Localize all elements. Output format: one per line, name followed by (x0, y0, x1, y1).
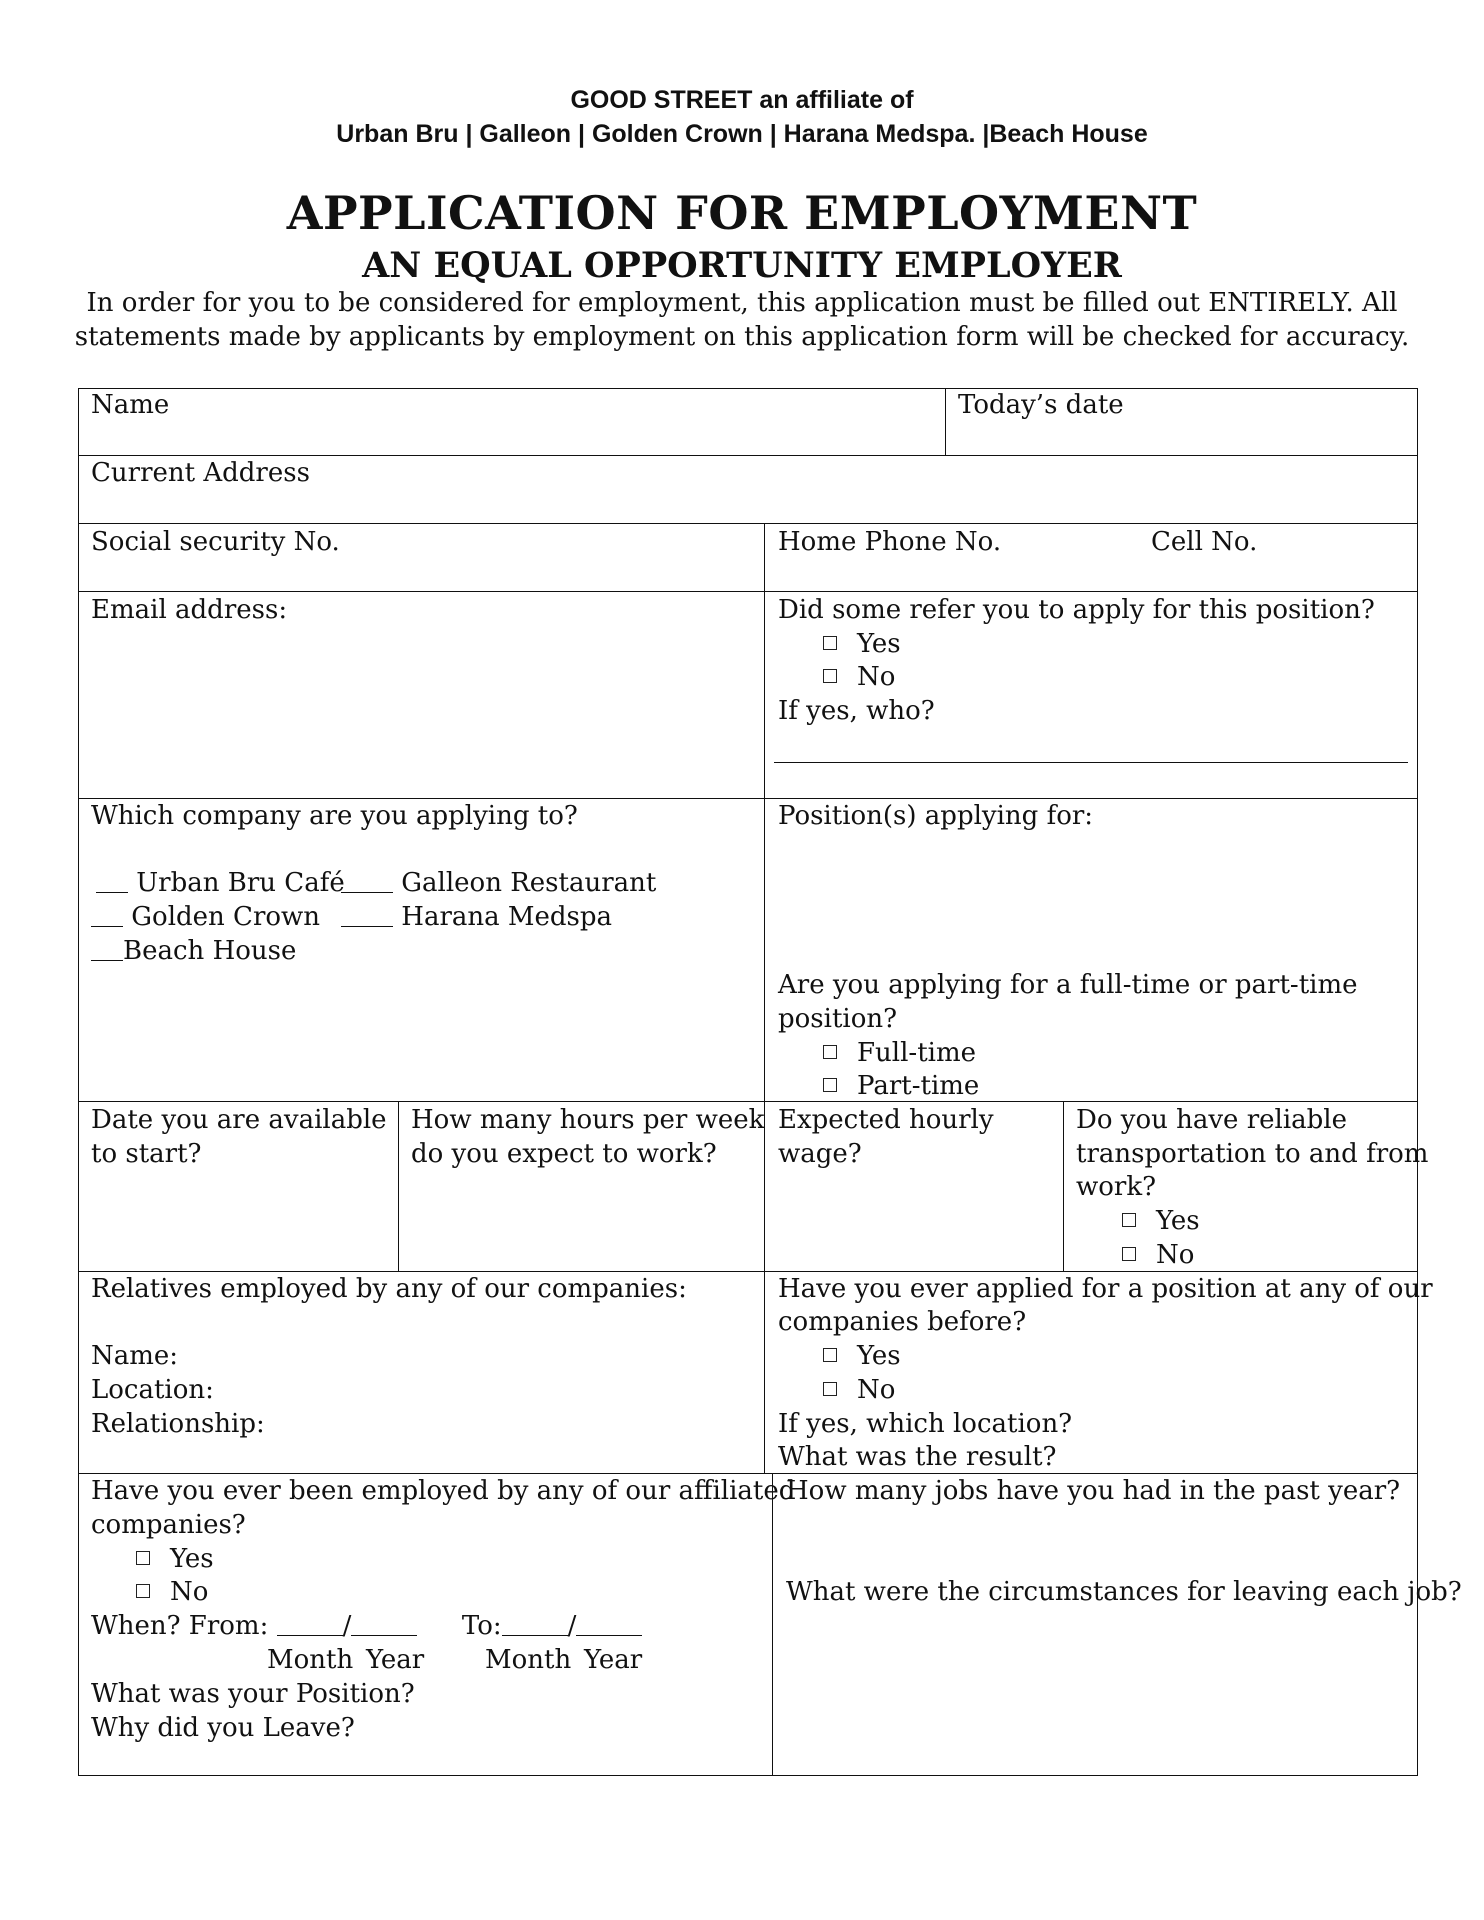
relatives-location-label: Location: (91, 1375, 214, 1405)
checkbox-icon[interactable] (823, 1382, 837, 1396)
todays-date-label: Today’s date (958, 390, 1124, 420)
referral-no-label: No (857, 662, 896, 692)
galleon-blank[interactable] (341, 870, 393, 893)
home-phone-label: Home Phone No. (778, 527, 1002, 557)
from-month-caption: Month (267, 1645, 354, 1675)
transport-label-2: transportation to and from (1076, 1139, 1429, 1169)
transport-no-label: No (1156, 1240, 1195, 1270)
employed-before-question-1: Have you ever been employed by any of our affiliated (91, 1476, 796, 1506)
from-month-blank[interactable] (277, 1613, 343, 1636)
column-divider (772, 1473, 773, 1776)
employed-before-no-option[interactable] (136, 1575, 208, 1609)
row-divider (78, 1101, 1418, 1102)
applied-which-location-label: If yes, which location? (778, 1409, 1073, 1439)
employed-before-no-label: No (170, 1577, 209, 1607)
wage-label-2: wage? (778, 1139, 862, 1169)
applied-before-question-2: companies before? (778, 1307, 1027, 1337)
checkbox-icon[interactable] (136, 1584, 150, 1598)
to-year-blank[interactable] (576, 1613, 642, 1636)
referral-no-option[interactable] (823, 660, 895, 694)
transport-yes-option[interactable] (1122, 1204, 1200, 1238)
employed-before-question-2: companies? (91, 1510, 246, 1540)
referral-question: Did some refer you to apply for this position? (778, 595, 1375, 625)
company-question: Which company are you applying to? (91, 801, 578, 831)
circumstances-label: What were the circumstances for leaving each job? (786, 1577, 1462, 1607)
to-month-caption: Month (485, 1645, 572, 1675)
brands-line: Urban Bru | Galleon | Golden Crown | Harana Medspa. |Beach House (336, 120, 1148, 148)
start-date-label-1: Date you are available (91, 1105, 387, 1135)
referral-answer-line[interactable] (774, 762, 1408, 763)
transport-yes-label: Yes (1156, 1206, 1200, 1236)
to-month-blank[interactable] (502, 1613, 568, 1636)
golden-crown-blank[interactable] (91, 904, 123, 927)
applied-result-label: What was the result? (778, 1442, 1057, 1472)
column-divider (1063, 1101, 1064, 1271)
affiliate-line: GOOD STREET an affiliate of (570, 86, 914, 114)
column-divider (398, 1101, 399, 1271)
checkbox-icon[interactable] (823, 669, 837, 683)
transport-label-1: Do you have reliable (1076, 1105, 1347, 1135)
golden-crown-label: Golden Crown (131, 902, 321, 932)
applied-before-yes-option[interactable] (823, 1339, 901, 1373)
row-divider (78, 591, 1418, 592)
page-title: APPLICATION FOR EMPLOYMENT (286, 186, 1198, 240)
position-label: Position(s) applying for: (778, 801, 1094, 831)
relatives-name-label: Name: (91, 1341, 179, 1371)
name-label: Name (91, 390, 170, 420)
checkbox-icon[interactable] (1122, 1213, 1136, 1227)
employed-before-yes-option[interactable] (136, 1542, 214, 1576)
cell-label: Cell No. (1151, 527, 1258, 557)
full-time-label: Full-time (857, 1038, 977, 1068)
column-divider (764, 523, 765, 1473)
beach-house-blank[interactable] (91, 938, 123, 961)
previous-position-label: What was your Position? (91, 1679, 415, 1709)
start-date-label-2: to start? (91, 1139, 202, 1169)
checkbox-icon[interactable] (823, 1348, 837, 1362)
relatives-label: Relatives employed by any of our companies: (91, 1274, 687, 1304)
email-label: Email address: (91, 595, 288, 625)
referral-if-yes-label: If yes, who? (778, 696, 935, 726)
transport-no-option[interactable] (1122, 1238, 1194, 1272)
checkbox-icon[interactable] (1122, 1247, 1136, 1261)
checkbox-icon[interactable] (823, 1078, 837, 1092)
hours-label-2: do you expect to work? (411, 1139, 717, 1169)
ssn-label: Social security No. (91, 527, 340, 557)
intro-text-line-1: In order for you to be considered for employment, this application must be filled out ENTIRELY. All (86, 288, 1398, 318)
applied-before-no-option[interactable] (823, 1373, 895, 1407)
part-time-option[interactable] (823, 1069, 979, 1103)
referral-yes-label: Yes (857, 629, 901, 659)
full-time-option[interactable] (823, 1036, 976, 1070)
from-year-blank[interactable] (351, 1613, 417, 1636)
intro-text-line-2: statements made by applicants by employment on this application form will be checked for accuracy. (74, 322, 1410, 352)
checkbox-icon[interactable] (823, 636, 837, 650)
fulltime-question-line-2: position? (778, 1004, 898, 1034)
employed-before-yes-label: Yes (170, 1544, 214, 1574)
to-year-caption: Year (584, 1645, 643, 1675)
from-year-caption: Year (366, 1645, 425, 1675)
company-option-beach-house[interactable] (91, 934, 296, 968)
why-leave-label: Why did you Leave? (91, 1713, 355, 1743)
urban-bru-label: Urban Bru Café (136, 868, 345, 898)
urban-bru-blank[interactable] (96, 870, 128, 893)
checkbox-icon[interactable] (823, 1045, 837, 1059)
referral-yes-option[interactable] (823, 627, 901, 661)
fulltime-question-line-1: Are you applying for a full-time or part-time (778, 970, 1358, 1000)
applied-before-no-label: No (857, 1375, 896, 1405)
relatives-relationship-label: Relationship: (91, 1409, 265, 1439)
to-label: To: (461, 1611, 502, 1641)
galleon-label: Galleon Restaurant (401, 868, 657, 898)
checkbox-icon[interactable] (136, 1551, 150, 1565)
employment-dates-row: When? From: / To: / (91, 1609, 642, 1643)
applied-before-yes-label: Yes (857, 1341, 901, 1371)
harana-label: Harana Medspa (401, 902, 613, 932)
wage-label-1: Expected hourly (778, 1105, 994, 1135)
when-from-label: When? From: (91, 1611, 269, 1641)
hours-label-1: How many hours per week (411, 1105, 765, 1135)
beach-house-label: Beach House (123, 936, 297, 966)
harana-blank[interactable] (341, 904, 393, 927)
part-time-label: Part-time (857, 1071, 980, 1101)
company-option-urban-bru[interactable] (96, 866, 345, 900)
column-divider (945, 388, 946, 455)
transport-label-3: work? (1076, 1172, 1157, 1202)
page-subtitle: AN EQUAL OPPORTUNITY EMPLOYER (362, 245, 1122, 286)
company-option-golden-crown[interactable] (91, 900, 320, 934)
company-option-harana[interactable] (341, 900, 612, 934)
current-address-label: Current Address (91, 458, 310, 488)
applied-before-question-1: Have you ever applied for a position at any of our (778, 1274, 1433, 1304)
row-divider (78, 523, 1418, 524)
company-option-galleon[interactable] (341, 866, 656, 900)
jobs-past-year-label: How many jobs have you had in the past year? (786, 1476, 1401, 1506)
